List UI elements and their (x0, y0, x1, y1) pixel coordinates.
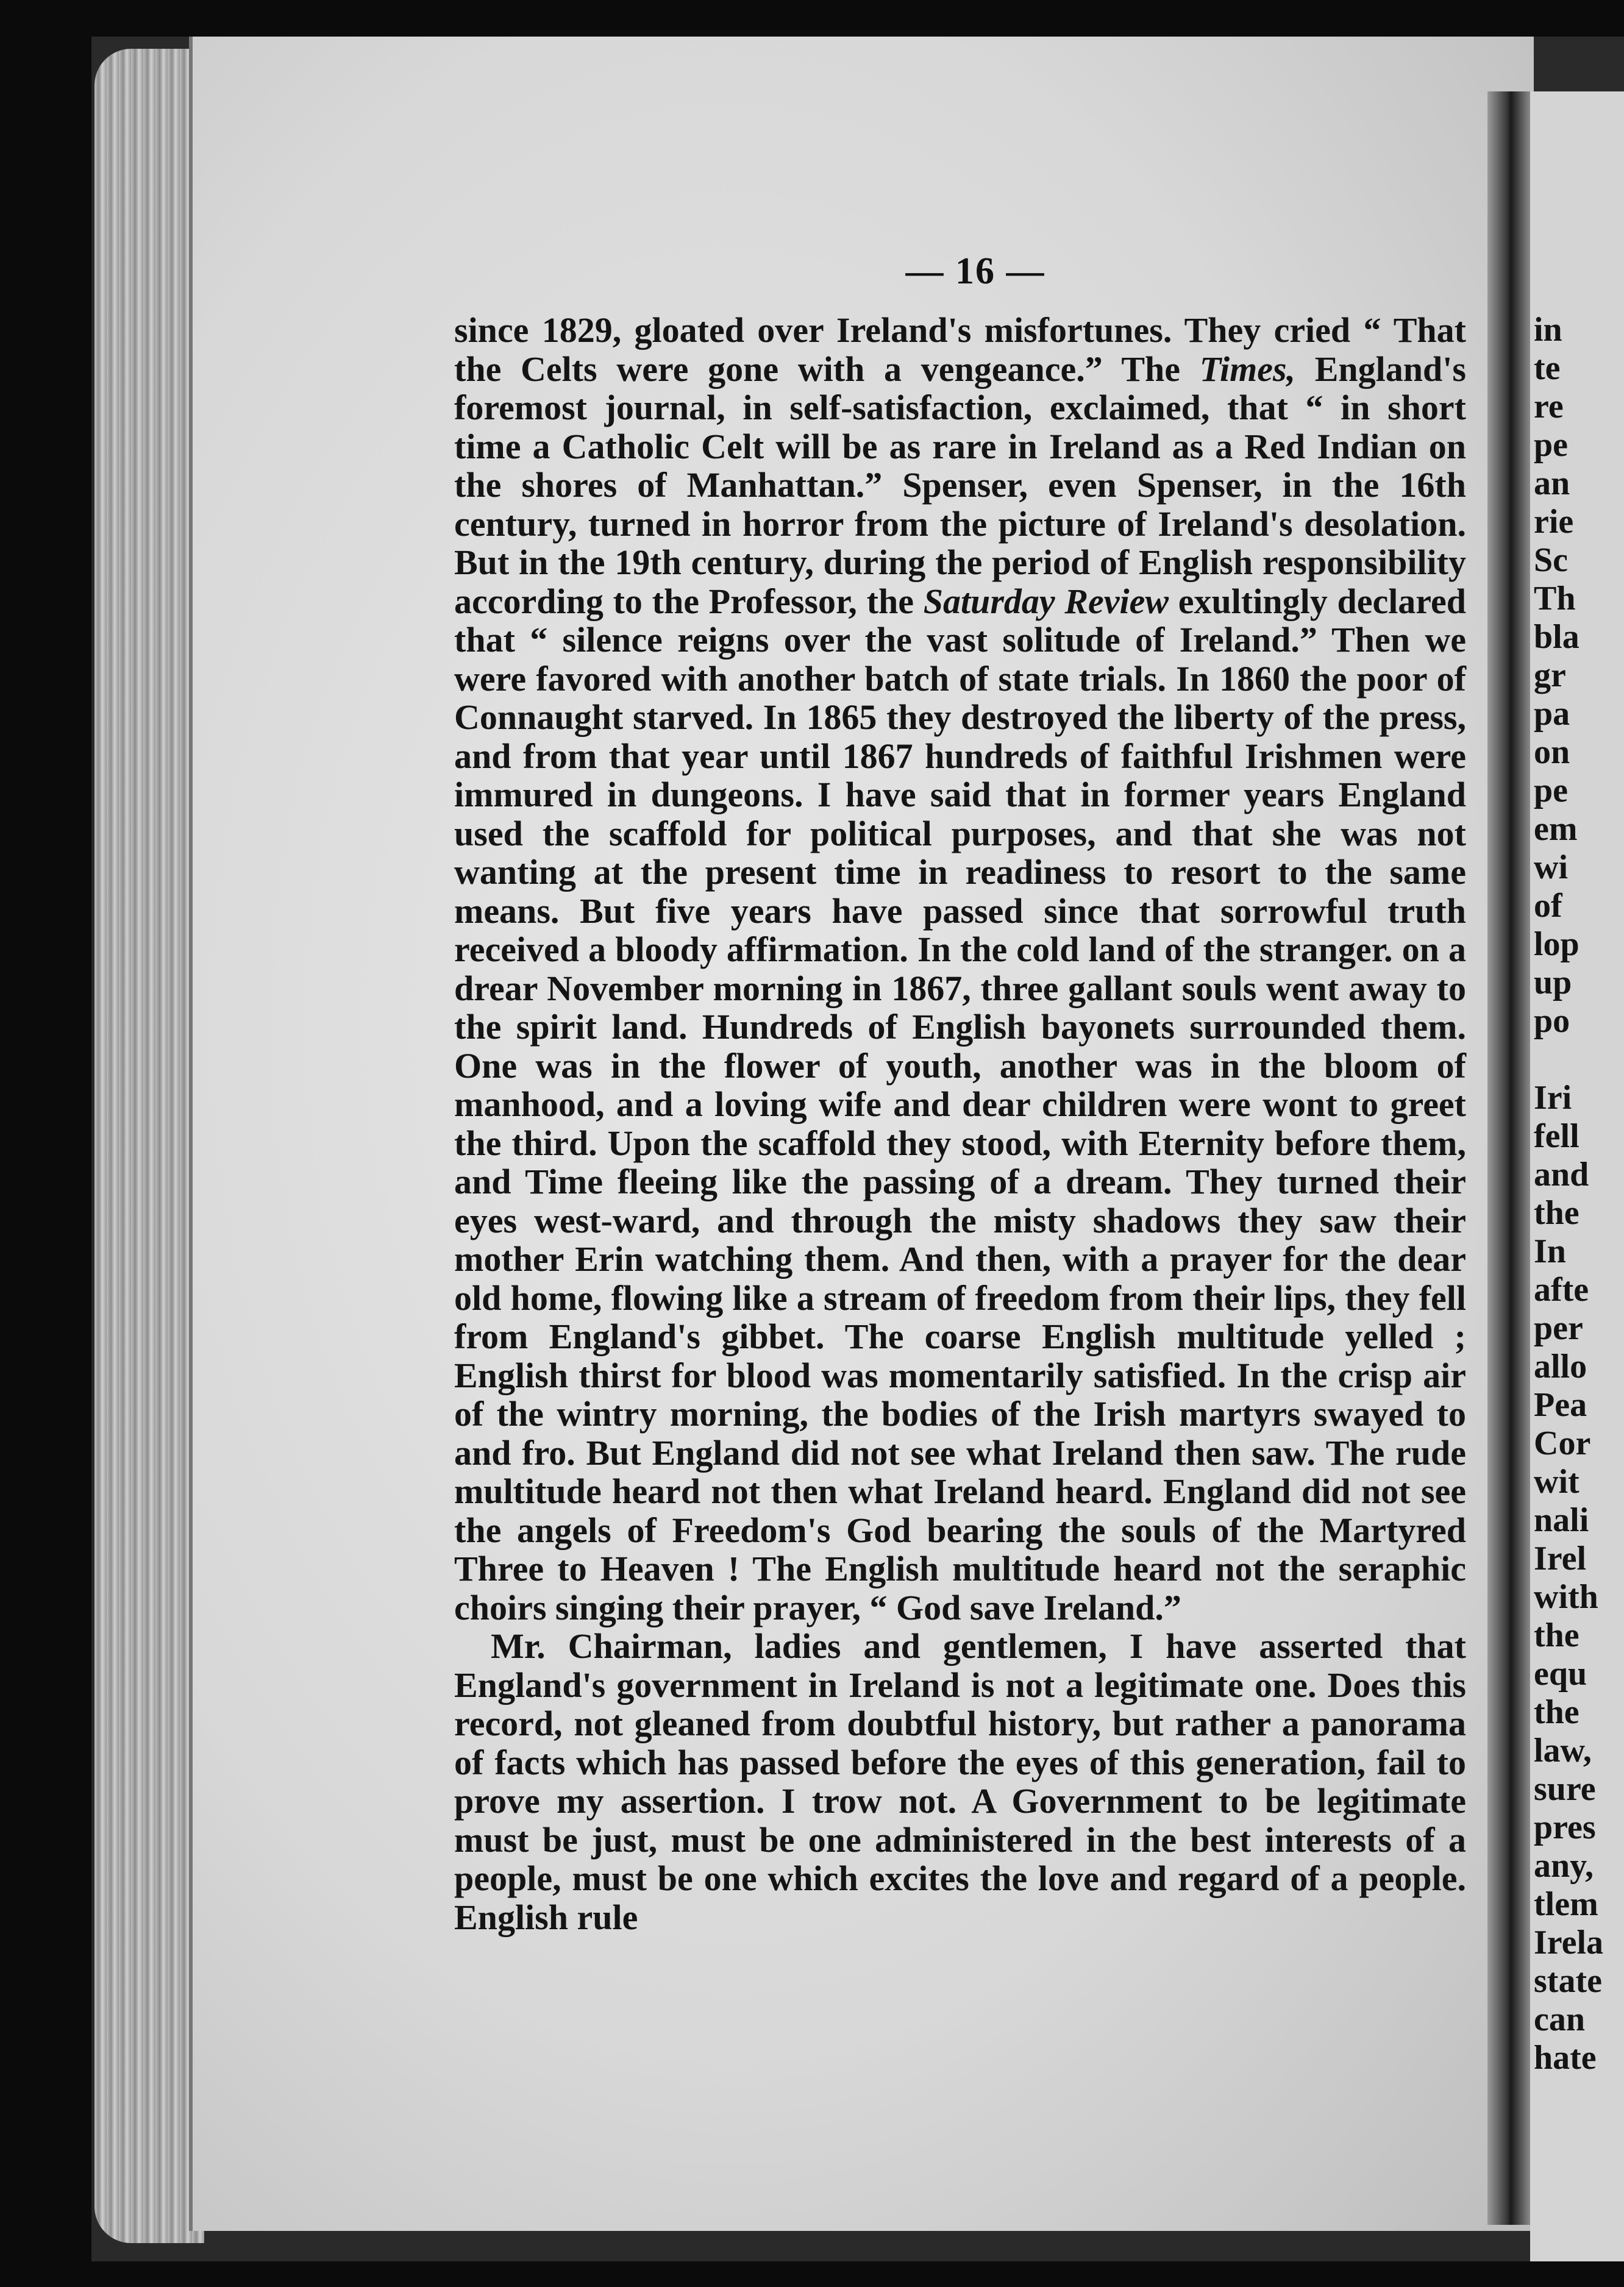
facing-page-fragment: and (1534, 1156, 1589, 1193)
facing-page-fragment: gr (1534, 656, 1566, 694)
facing-page-fragment: allo (1534, 1348, 1587, 1385)
facing-page-fragment: pa (1534, 695, 1570, 733)
facing-page-fragment: the (1534, 1693, 1579, 1731)
facing-page-fragment: with (1534, 1578, 1598, 1616)
facing-page-fragment: Irela (1534, 1924, 1604, 1962)
facing-page-fragment: law, (1534, 1732, 1592, 1769)
facing-page-fragment: can (1534, 2001, 1585, 2038)
facing-page-fragment: pe (1534, 772, 1568, 809)
facing-page-fragment: state (1534, 1962, 1602, 2000)
book-gutter (1487, 91, 1530, 2225)
facing-page-fragment: pe (1534, 426, 1568, 464)
facing-page-fragment: an (1534, 464, 1570, 502)
body-text (454, 311, 1466, 1937)
text-run: since 1829, gloated over Ireland's misfortunes. They cried “ That the Celts were gone with a vengeance.” The (454, 310, 1466, 389)
facing-page-fragment: rie (1534, 503, 1574, 541)
italic-title: Times, (1199, 349, 1296, 389)
facing-page (1530, 91, 1624, 2261)
facing-page-fragment: nali (1534, 1501, 1589, 1539)
facing-page-fragment: afte (1534, 1271, 1589, 1309)
facing-page-fragment: sure (1534, 1770, 1596, 1808)
facing-page-fragment: the (1534, 1617, 1579, 1654)
facing-page-fragment: the (1534, 1194, 1579, 1232)
facing-page-fragment: lop (1534, 925, 1579, 963)
facing-page-fragment: pres (1534, 1809, 1596, 1846)
facing-page-fragment: Sc (1534, 541, 1568, 579)
facing-page-fragment: Th (1534, 580, 1576, 617)
page-edges (94, 49, 204, 2243)
facing-page-fragment: up (1534, 964, 1572, 1001)
text-run: exultingly declared that “ silence reigns over the vast solitude of Ireland.” Then we were favored with another batch of state trials. In 1860 the poor of Connaught starved. In 1865 they destroyed the liberty of the press, and from that year until 1867 hundreds of faithful Irishmen were immured in dungeons. I have said that in former years England used the scaffold for political purposes, and that she was not wanting at the present time in readiness to resort to the same means. But five years have passed since that sorrowful truth received a bloody affirmation. In the cold land of the stranger. on a drear November morning in 1867, three gallant souls went away to the spirit land. Hundreds of English bayonets surrounded them. One was in the flower of youth, another was in the bloom of manhood, and a loving wife and dear children were wont to greet the third. Upon the scaffold they stood, with Eternity before them, and Time fleeing like the passing of a dream. They turned their eyes west-ward, and through the misty shadows they saw their mother Erin watching them. And then, with a prayer for the dear old home, flowing like a stream of freedom from their lips, they fell from England's gibbet. The coarse English multitude yelled ; English thirst for blood was momentarily satisfied. In the crisp air of the wintry morning, the bodies of the Irish martyrs swayed to and fro. But England did not see what Ireland then saw. The rude multitude heard not then what Ireland heard. England did not see the angels of Freedom's God bearing the souls of the Martyred Three to Heaven ! The English multitude heard not the seraphic choirs singing their prayer, “ God save Ireland.” (454, 581, 1466, 1627)
facing-page-fragment: bla (1534, 618, 1579, 656)
facing-page-fragment: re (1534, 388, 1564, 425)
facing-page-fragment: em (1534, 810, 1578, 848)
facing-page-fragment: wi (1534, 848, 1568, 886)
paragraph (454, 311, 1466, 1627)
facing-page-fragment: In (1534, 1232, 1566, 1270)
text-run: England's foremost journal, in self-satisfaction, exclaimed, that “ in short time a Catholic Celt will be as rare in Ireland as a Red Indian on the shores of Manhattan.” Spenser, even Spenser, in the 16th century, turned in horror from the picture of Ireland's desolation. But in the 19th century, during the period of English responsibility according to the Professor, the (454, 349, 1466, 621)
facing-page-fragment: tlem (1534, 1885, 1598, 1923)
text-run: Mr. Chairman, ladies and gentlemen, I have asserted that England's government in Ireland is not a legitimate one. Does this record, not gleaned from doubtful history, but rather a panorama of facts which has passed before the eyes of this generation, fail to prove my assertion. I trow not. A Government to be legitimate must be just, must be one administered in the best interests of a people, must be one which excites the love and regard of a people. English rule (454, 1626, 1466, 1937)
facing-page-fragment: Pea (1534, 1386, 1587, 1424)
facing-page-fragment: Cor (1534, 1424, 1591, 1462)
facing-page-fragment: equ (1534, 1655, 1587, 1693)
facing-page-fragment: on (1534, 733, 1570, 771)
facing-page-fragment: po (1534, 1002, 1570, 1040)
facing-page-fragment: wit (1534, 1463, 1579, 1501)
facing-page-fragment: any, (1534, 1847, 1594, 1885)
facing-page-fragment: of (1534, 887, 1562, 925)
facing-page-fragment: Irel (1534, 1540, 1587, 1577)
page-number: — 16 — (905, 251, 1045, 292)
facing-page-fragment: Iri (1534, 1079, 1572, 1117)
facing-page-fragment: fell (1534, 1117, 1579, 1155)
facing-page-fragment: in (1534, 311, 1562, 349)
italic-title: Saturday Review (923, 581, 1169, 621)
paragraph (454, 1627, 1466, 1937)
facing-page-fragment: hate (1534, 2039, 1597, 2077)
facing-page-fragment: per (1534, 1309, 1583, 1347)
facing-page-fragment: te (1534, 349, 1561, 387)
facing-page-fragment (1530, 1040, 1624, 1079)
